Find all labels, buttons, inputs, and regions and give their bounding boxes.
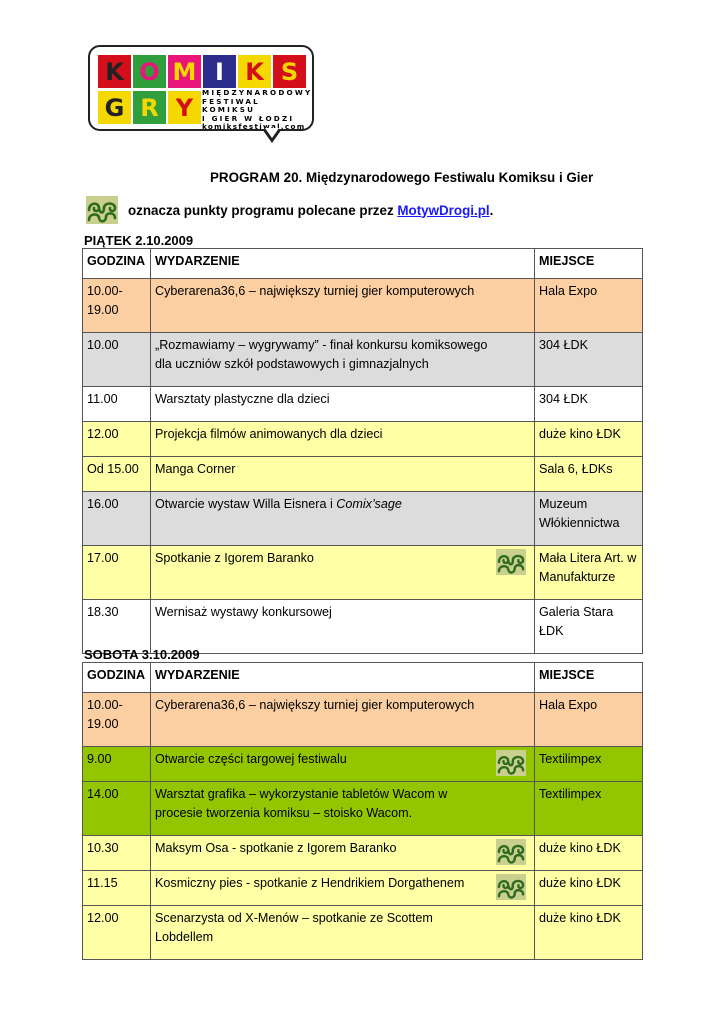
cell-time: 18.30 — [83, 600, 151, 654]
cell-place: 304 ŁDK — [535, 333, 643, 387]
day-title-friday: PIĄTEK 2.10.2009 — [84, 233, 194, 248]
cell-time: 14.00 — [83, 782, 151, 836]
legend — [86, 196, 493, 224]
cell-event: Kosmiczny pies - spotkanie z Hendrikiem Dorgathenem — [151, 871, 535, 906]
motyw-drogi-icon — [496, 874, 526, 900]
logo-letter-tile: Y — [168, 91, 201, 124]
cell-event: Otwarcie wystaw Willa Eisnera i Comix’sage — [151, 492, 535, 546]
cell-place: Textilimpex — [535, 782, 643, 836]
logo-url: komiksfestiwal.com — [202, 122, 306, 131]
cell-place: Hala Expo — [535, 279, 643, 333]
column-header-event: WYDARZENIE — [151, 663, 535, 693]
logo-caption-line: FESTIWAL KOMIKSU — [202, 96, 260, 114]
cell-place: 304 ŁDK — [535, 387, 643, 422]
logo-letter-tile: R — [133, 91, 166, 124]
table-row — [83, 279, 643, 333]
logo-letter-tile: O — [133, 55, 166, 88]
cell-time: 10.00- 19.00 — [83, 693, 151, 747]
motyw-drogi-icon — [86, 196, 118, 224]
table-row — [83, 546, 643, 600]
column-header-time: GODZINA — [83, 249, 151, 279]
cell-place: Galeria Stara ŁDK — [535, 600, 643, 654]
cell-time: 10.00 — [83, 333, 151, 387]
cell-event: Warsztaty plastyczne dla dzieci — [151, 387, 535, 422]
logo-caption-line: MIĘDZYNARODOWY — [202, 88, 313, 97]
cell-place: Mała Litera Art. w Manufakturze — [535, 546, 643, 600]
legend-text — [128, 203, 493, 218]
cell-time: 11.15 — [83, 871, 151, 906]
table-row — [83, 387, 643, 422]
cell-event: Scenarzysta od X-Menów – spotkanie ze Scottem Lobdellem — [151, 906, 535, 960]
cell-event: Manga Corner — [151, 457, 535, 492]
festival-logo — [88, 45, 314, 131]
cell-event: Projekcja filmów animowanych dla dzieci — [151, 422, 535, 457]
logo-caption-line: I GIER W ŁODZI — [202, 113, 295, 123]
table-row — [83, 782, 643, 836]
logo-letter-tile: I — [203, 55, 236, 88]
cell-time: Od 15.00 — [83, 457, 151, 492]
cell-place: Textilimpex — [535, 747, 643, 782]
cell-event: „Rozmawiamy – wygrywamy” - finał konkursu komiksowego dla uczniów szkół podstawowych i gimnazjalnych — [151, 333, 535, 387]
cell-place: duże kino ŁDK — [535, 836, 643, 871]
table-header-row — [83, 249, 643, 279]
cell-event: Otwarcie części targowej festiwalu — [151, 747, 535, 782]
logo-row-komiks — [98, 55, 306, 88]
logo-letter-tile: S — [273, 55, 306, 88]
table-row — [83, 457, 643, 492]
program-title: PROGRAM 20. Międzynarodowego Festiwalu Komiksu i Gier — [210, 170, 594, 185]
cell-event: Wernisaż wystawy konkursowej — [151, 600, 535, 654]
cell-place: duże kino ŁDK — [535, 422, 643, 457]
cell-time: 16.00 — [83, 492, 151, 546]
column-header-place: MIEJSCE — [535, 249, 643, 279]
table-row — [83, 836, 643, 871]
cell-time: 17.00 — [83, 546, 151, 600]
cell-time: 9.00 — [83, 747, 151, 782]
cell-place: Muzeum Włókiennictwa — [535, 492, 643, 546]
motyw-drogi-icon — [496, 549, 526, 575]
logo-letter-tile: G — [98, 91, 131, 124]
column-header-event: WYDARZENIE — [151, 249, 535, 279]
table-row — [83, 871, 643, 906]
table-row — [83, 747, 643, 782]
motyw-drogi-icon — [496, 750, 526, 776]
schedule-table-friday — [82, 248, 643, 654]
logo-letter-tile: K — [238, 55, 271, 88]
logo-letter-tile: M — [168, 55, 201, 88]
cell-time: 12.00 — [83, 906, 151, 960]
day-title-saturday: SOBOTA 3.10.2009 — [84, 647, 200, 662]
schedule-table-saturday — [82, 662, 643, 960]
cell-event: Spotkanie z Igorem Baranko — [151, 546, 535, 600]
cell-event: Warsztat grafika – wykorzystanie tabletów Wacom w procesie tworzenia komiksu – stoisko Wacom. — [151, 782, 535, 836]
cell-place: duże kino ŁDK — [535, 906, 643, 960]
table-header-row — [83, 663, 643, 693]
cell-event: Maksym Osa - spotkanie z Igorem Baranko — [151, 836, 535, 871]
logo-speech-tail-inner — [265, 128, 279, 138]
cell-place: duże kino ŁDK — [535, 871, 643, 906]
cell-place: Hala Expo — [535, 693, 643, 747]
table-row — [83, 333, 643, 387]
logo-caption — [202, 89, 312, 132]
motyw-drogi-icon — [496, 839, 526, 865]
motywdrogi-link[interactable]: MotywDrogi.pl — [397, 202, 490, 218]
legend-label: oznacza punkty programu polecane przez — [128, 202, 398, 218]
table-row — [83, 906, 643, 960]
cell-time: 10.00- 19.00 — [83, 279, 151, 333]
table-row — [83, 422, 643, 457]
legend-suffix: . — [489, 202, 494, 218]
table-row — [83, 492, 643, 546]
logo-row-gry — [98, 91, 201, 124]
cell-event: Cyberarena36,6 – największy turniej gier komputerowych — [151, 279, 535, 333]
column-header-place: MIEJSCE — [535, 663, 643, 693]
logo-letter-tile: K — [98, 55, 131, 88]
cell-time: 11.00 — [83, 387, 151, 422]
table-row — [83, 600, 643, 654]
cell-time: 10.30 — [83, 836, 151, 871]
table-row — [83, 693, 643, 747]
column-header-time: GODZINA — [83, 663, 151, 693]
cell-time: 12.00 — [83, 422, 151, 457]
cell-place: Sala 6, ŁDKs — [535, 457, 643, 492]
cell-event: Cyberarena36,6 – największy turniej gier komputerowych — [151, 693, 535, 747]
